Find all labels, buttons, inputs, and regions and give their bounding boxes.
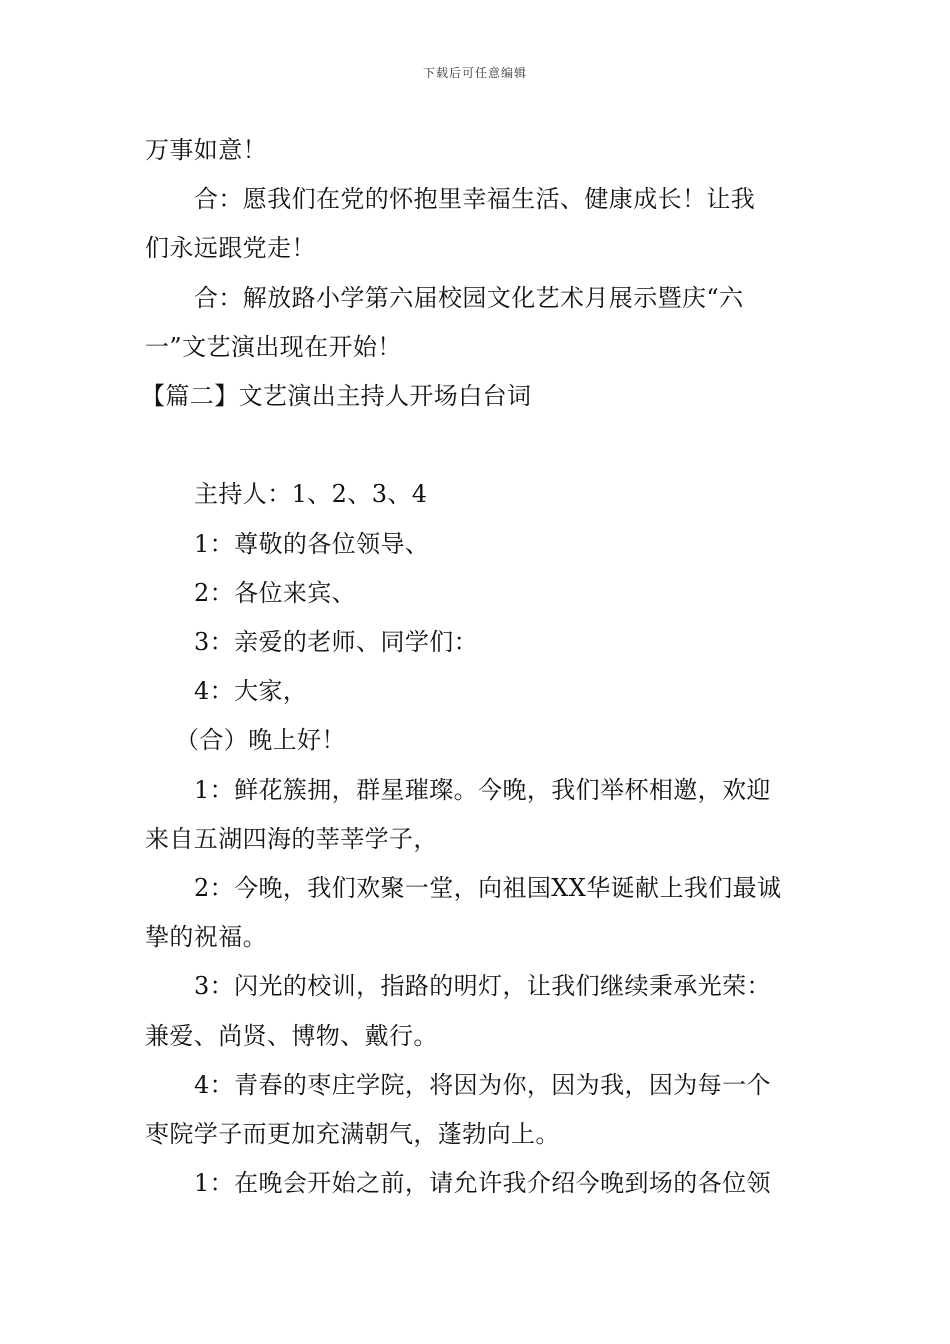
paragraph-line: 4：大家，: [194, 677, 308, 706]
section-heading: [141, 372, 811, 421]
host-list: [145, 470, 811, 519]
chorus-blessing: [145, 175, 811, 273]
paragraph-line: （合）晚上好！: [175, 726, 346, 755]
paragraph-line: 2：各位来宾、: [194, 578, 357, 607]
paragraph-line: 挚的祝福。: [145, 923, 267, 952]
page-header-note: 下载后可任意编辑: [422, 66, 527, 80]
paragraph-line: 3：亲爱的老师、同学们：: [194, 628, 479, 657]
speech-4: [145, 1061, 811, 1159]
paragraph-line: 合：愿我们在党的怀抱里幸福生活、健康成长！让我: [194, 185, 756, 214]
paragraph-line: 合：解放路小学第六届校园文化艺术月展示暨庆“六: [194, 283, 744, 312]
chorus-opening-announcement: [145, 274, 811, 372]
paragraph-line: 们永远跟党走！: [145, 234, 316, 263]
paragraph-line: 1：尊敬的各位领导、: [194, 529, 430, 558]
document-body: [141, 126, 811, 1208]
speech-3: [145, 962, 811, 1060]
paragraph-line: 兼爱、尚贤、博物、戴行。: [145, 1021, 438, 1050]
closing-wish: [145, 126, 811, 175]
paragraph-line: 4：青春的枣庄学院，将因为你，因为我，因为每一个: [194, 1070, 771, 1099]
paragraph-line: 1：鲜花簇拥，群星璀璨。今晚，我们举杯相邀，欢迎: [194, 775, 771, 804]
paragraph-line: 来自五湖四海的莘莘学子，: [145, 824, 438, 853]
paragraph-line: 3：闪光的校训，指路的明灯，让我们继续秉承光荣：: [194, 972, 771, 1001]
paragraph-line: 主持人：1、2、3、4: [194, 480, 428, 509]
greeting-3: [145, 618, 811, 667]
greeting-1: [145, 520, 811, 569]
paragraph-line: 枣院学子而更加充满朝气，蓬勃向上。: [145, 1120, 560, 1149]
blank-line: [145, 421, 811, 470]
paragraph-line: 万事如意！: [145, 136, 267, 164]
paragraph-line: 一”文艺演出现在开始！: [145, 332, 402, 361]
greeting-chorus: [145, 716, 811, 765]
speech-5: [145, 1159, 811, 1208]
greeting-2: [145, 569, 811, 618]
greeting-4: [145, 667, 811, 716]
paragraph-line: 2：今晚，我们欢聚一堂，向祖国XX华诞献上我们最诚: [194, 874, 782, 903]
section-title: 【篇二】文艺演出主持人开场白台词: [141, 382, 532, 411]
paragraph-line: 1：在晚会开始之前，请允许我介绍今晚到场的各位领: [194, 1169, 771, 1198]
speech-1: [145, 766, 811, 864]
speech-2: [145, 864, 811, 962]
